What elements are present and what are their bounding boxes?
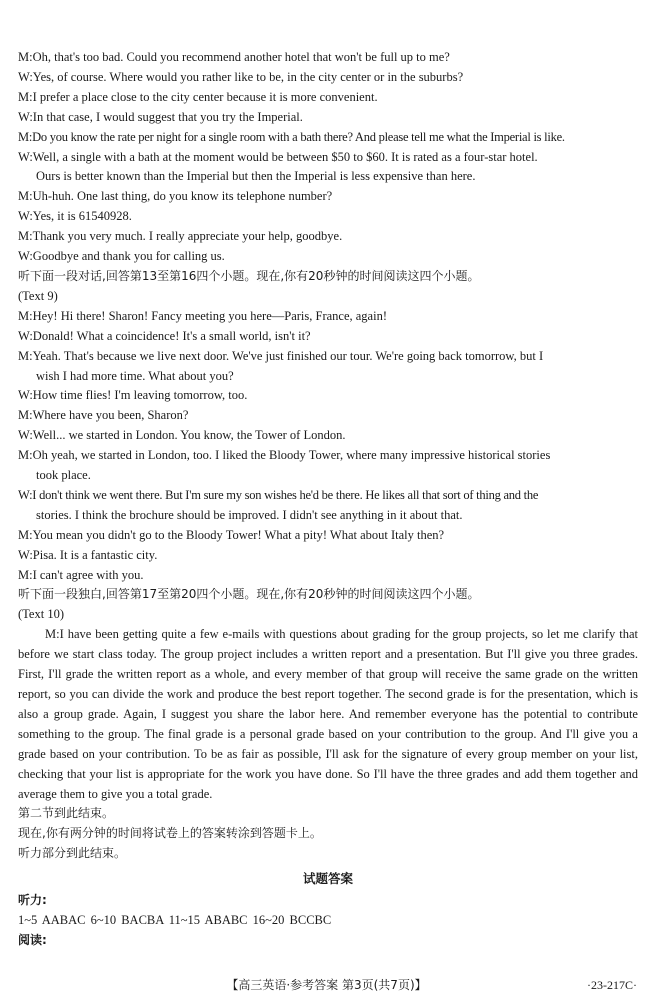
transcript-line: M:I prefer a place close to the city center because it is more convenient.	[18, 89, 378, 104]
transcript-line: W:Donald! What a coincidence! It's a small world, isn't it?	[18, 328, 311, 343]
transcript-line: W:Yes, of course. Where would you rather like to be, in the city center or in the suburbs?	[18, 69, 464, 84]
instruction-17-20: 听下面一段独白,回答第17至第20四个小题。现在,你有20秒钟的时间阅读这四个小题。	[18, 587, 480, 602]
closing-line: 听力部分到此结束。	[18, 846, 127, 861]
transcript-line: W:How time flies! I'm leaving tomorrow, too.	[18, 388, 248, 403]
text9-label: (Text 9)	[18, 288, 58, 303]
transcript-block-1	[18, 48, 638, 267]
document-page	[18, 48, 638, 950]
transcript-line: stories. I think the brochure should be improved. I didn't see anything in it about that.	[36, 507, 463, 522]
transcript-line: W:In that case, I would suggest that you try the Imperial.	[18, 109, 303, 124]
transcript-line: W:Well, a single with a bath at the moment would be between $50 to $60. It is rated as a four-star hotel.	[18, 149, 538, 164]
transcript-line: M:Thank you very much. I really appreciate your help, goodbye.	[18, 229, 343, 244]
transcript-line: took place.	[36, 468, 91, 483]
transcript-block-2	[18, 307, 638, 586]
instruction-13-16: 听下面一段对话,回答第13至第16四个小题。现在,你有20秒钟的时间阅读这四个小题。	[18, 268, 480, 283]
transcript-line: W:Goodbye and thank you for calling us.	[18, 249, 225, 264]
transcript-line: wish I had more time. What about you?	[36, 368, 234, 383]
transcript-line: M:Where have you been, Sharon?	[18, 408, 189, 423]
closing-line: 第二节到此结束。	[18, 806, 115, 821]
transcript-line: M:Oh yeah, we started in London, too. I liked the Bloody Tower, where many impressive historical stories	[18, 448, 551, 463]
reading-label: 阅读:	[18, 933, 47, 948]
transcript-line: M:You mean you didn't go to the Bloody Tower! What a pity! What about Italy then?	[18, 527, 445, 542]
transcript-line: M:Do you know the rate per night for a single room with a bath there? And please tell me what the Imperial is like.	[18, 129, 565, 144]
transcript-line: W:Well... we started in London. You know, the Tower of London.	[18, 428, 346, 443]
listening-label: 听力:	[18, 893, 47, 908]
text10-label: (Text 10)	[18, 607, 64, 622]
closing-block	[18, 804, 638, 864]
transcript-line: M:Yeah. That's because we live next door. We've just finished our tour. We're going back tomorrow, but I	[18, 348, 544, 363]
answers-heading: 试题答案	[302, 871, 353, 887]
transcript-line: M:Uh-huh. One last thing, do you know its telephone number?	[18, 189, 333, 204]
transcript-line: M:Oh, that's too bad. Could you recommend another hotel that won't be full up to me?	[18, 50, 450, 64]
listening-answers: 1~5 AABAC 6~10 BACBA 11~15 ABABC 16~20 BCCBC	[18, 913, 332, 928]
transcript-line: M:I can't agree with you.	[18, 567, 144, 582]
footer-page-info: 【高三英语·参考答案 第3页(共7页)】	[226, 978, 427, 992]
closing-line: 现在,你有两分钟的时间将试卷上的答案转涂到答题卡上。	[18, 826, 322, 841]
transcript-line: W:Yes, it is 61540928.	[18, 209, 132, 224]
transcript-line: W:Pisa. It is a fantastic city.	[18, 547, 158, 562]
transcript-line: M:Hey! Hi there! Sharon! Fancy meeting you here—Paris, France, again!	[18, 308, 387, 323]
monologue-text: M:I have been getting quite a few e-mails with questions about grading for the group projects, so let me clarify that before we start class today. The group project includes a written report and a presentation. But I'll give you three grades. First, I'll grade the written report as a whole, and every member of that group will receive the same grade on the written report, so you can divide the work and produce the best report together. The second grade is for the presentation, which is also a group grade. Again, I suggest you share the labor here. And remember everyone has the potential to contribute something to the group. The final grade is a personal grade based on your contribution to the group. And I'll give you a grade based on your contribution. To be as fair as possible, I'll ask for the signature of every group member on your list, checking that your list is appropriate for the work you have done. So I'll have the three grades and add them together and average them to give you a total grade.	[18, 627, 638, 801]
footer-code: ·23-217C·	[587, 978, 637, 992]
monologue-paragraph	[18, 625, 638, 804]
transcript-line: Ours is better known than the Imperial but then the Imperial is less expensive than here.	[36, 169, 476, 184]
transcript-line: W:I don't think we went there. But I'm sure my son wishes he'd be there. He likes all that sort of thing and the	[18, 487, 539, 502]
